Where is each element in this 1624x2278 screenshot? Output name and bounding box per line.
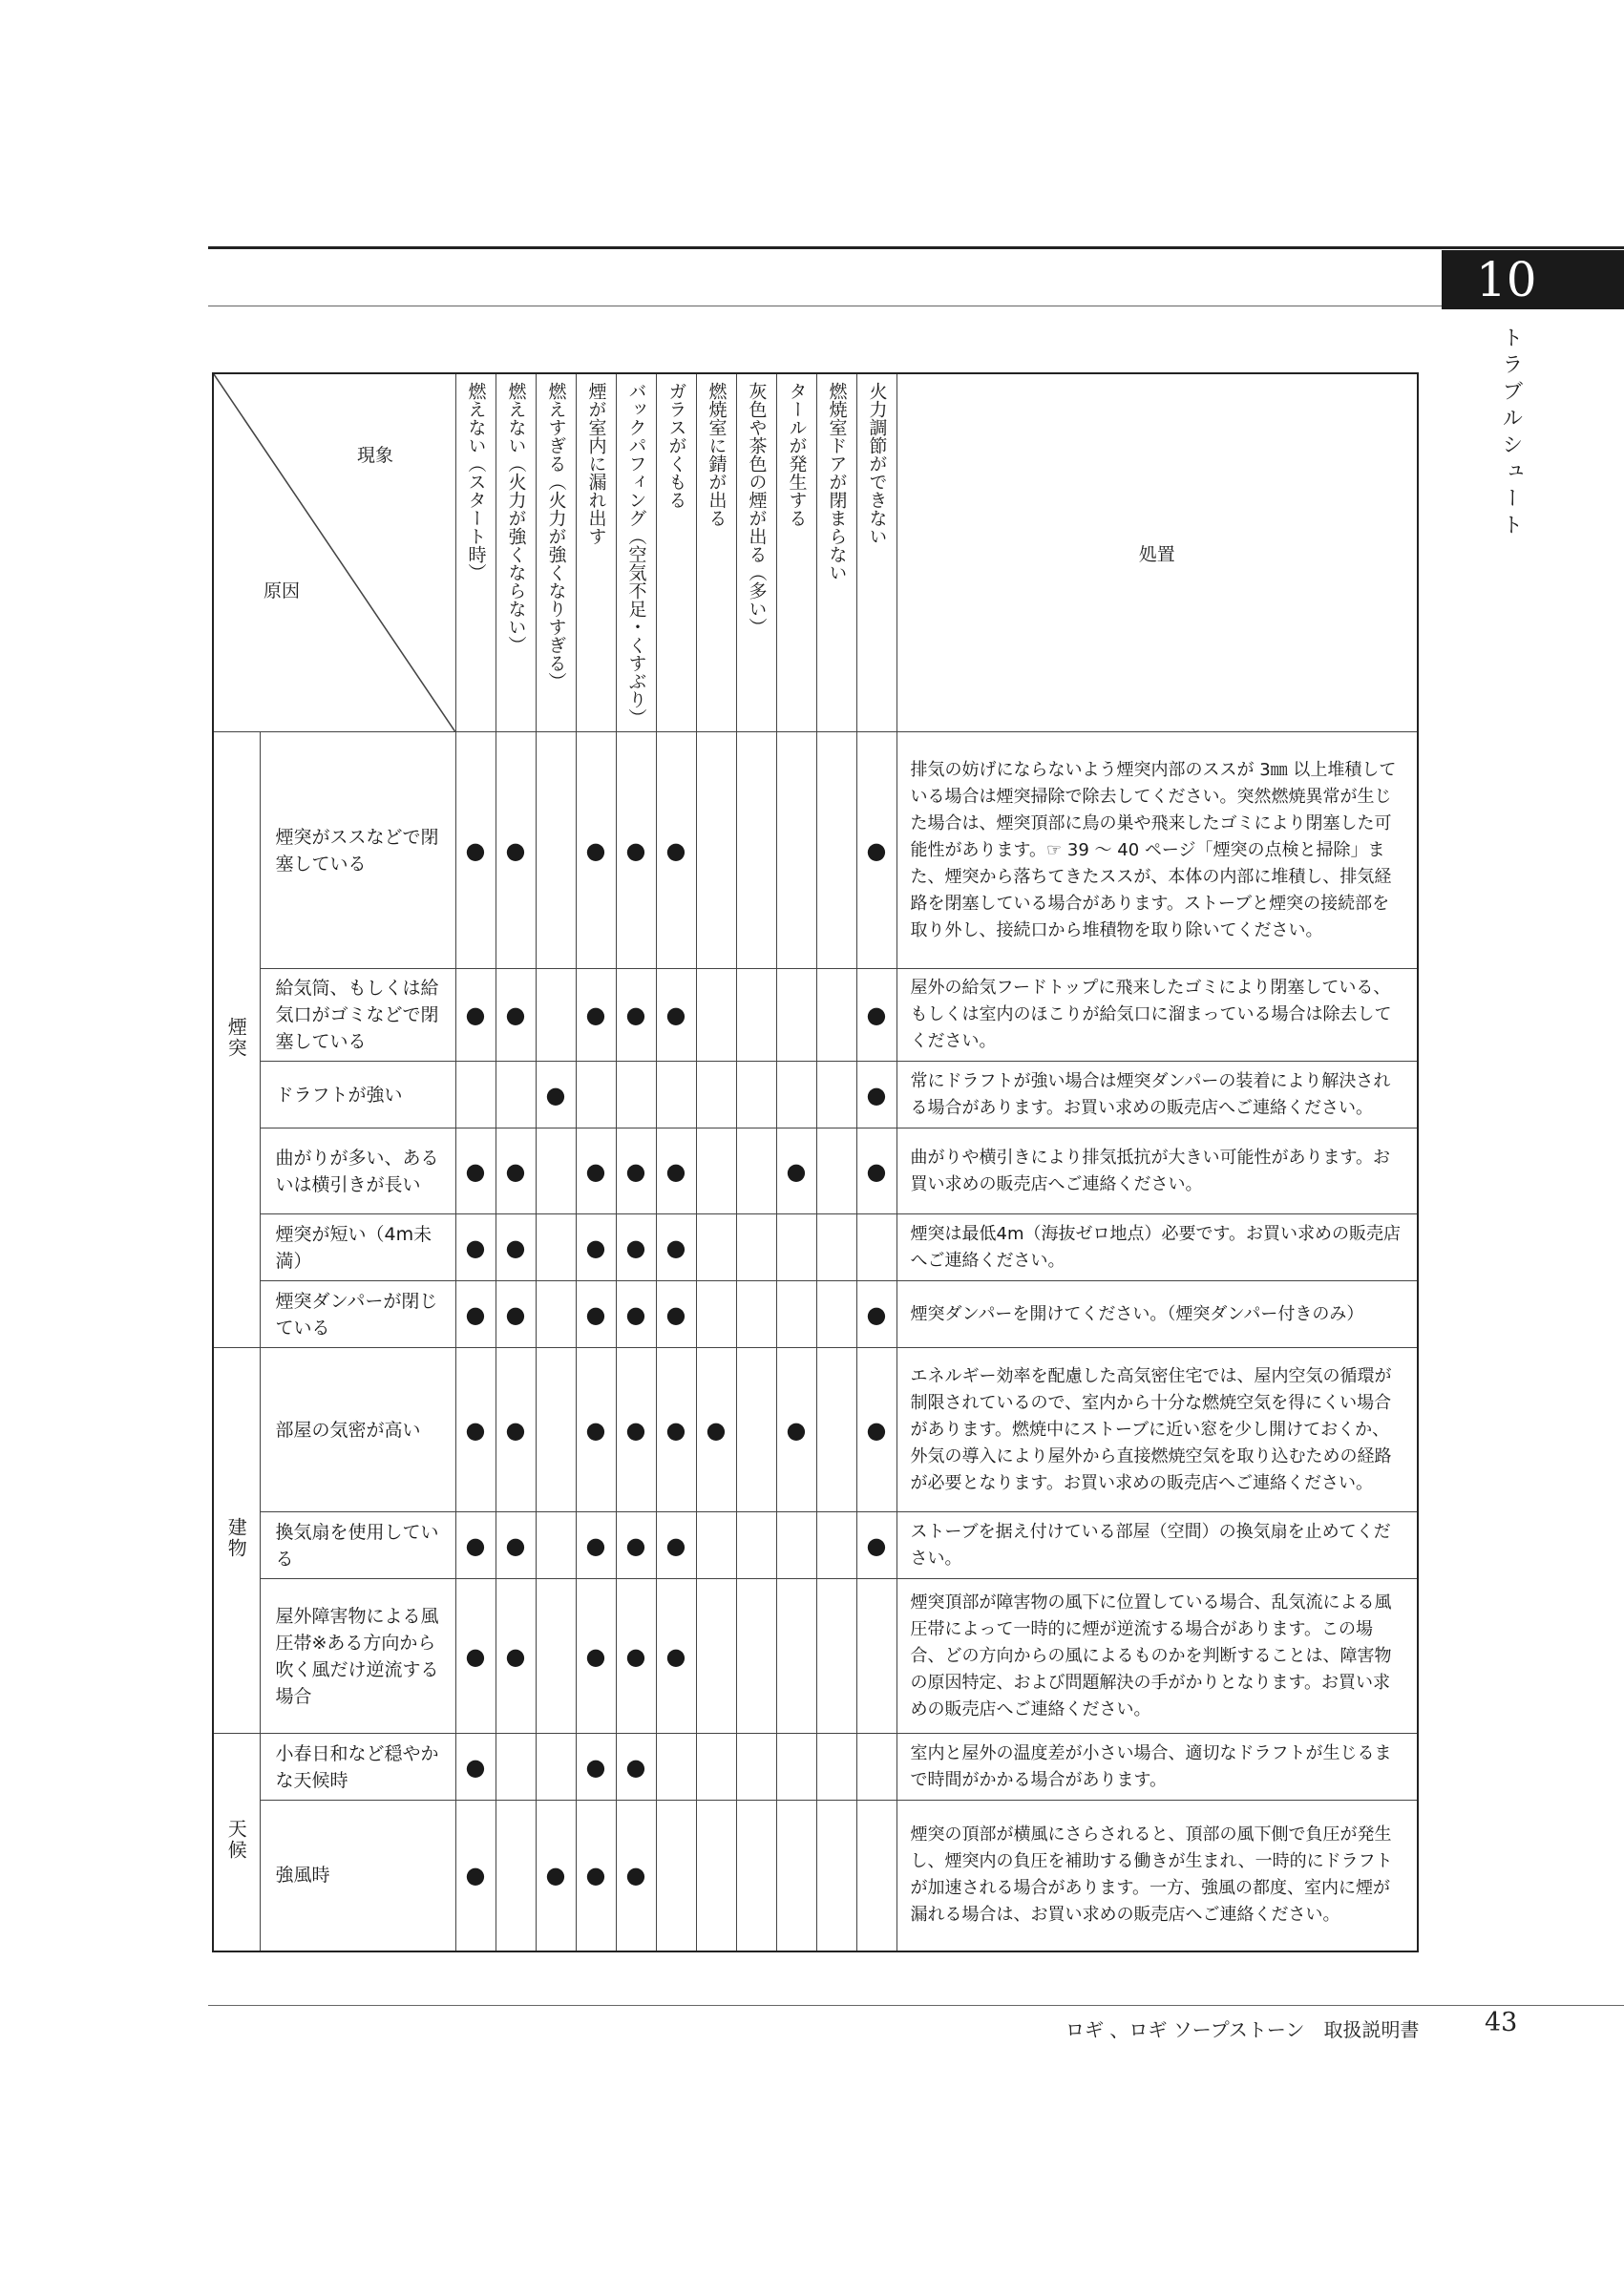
mark-empty (856, 1214, 896, 1281)
symptom-header: 燃焼室ドアが閉まらない (816, 373, 856, 732)
mark-empty (736, 1062, 776, 1128)
cause-cell: 煙突がススなどで閉塞している (260, 732, 455, 969)
mark-empty (696, 1579, 736, 1734)
chapter-number: 10 (1442, 250, 1624, 309)
mark-dot: ● (455, 969, 496, 1062)
mark-dot: ● (656, 1281, 696, 1348)
mark-dot: ● (576, 1801, 616, 1951)
mark-dot: ● (856, 1062, 896, 1128)
symptom-header: 燃えない（火力が強くならない） (496, 373, 536, 732)
table-row (213, 1512, 1418, 1579)
mark-dot: ● (776, 1348, 816, 1512)
mark-empty (816, 1348, 856, 1512)
mark-empty (696, 1062, 736, 1128)
mark-empty (856, 1734, 896, 1801)
phenomenon-label: 現象 (357, 445, 394, 466)
mark-dot: ● (616, 732, 656, 969)
mark-dot: ● (696, 1348, 736, 1512)
mark-empty (496, 1734, 536, 1801)
table-row (213, 1801, 1418, 1951)
symptom-header: タールが発生する (776, 373, 816, 732)
action-cell: 煙突は最低4m（海抜ゼロ地点）必要です。お買い求めの販売店へご連絡ください。 (896, 1214, 1418, 1281)
mark-empty (816, 1214, 856, 1281)
mark-empty (776, 1062, 816, 1128)
mark-dot: ● (455, 1128, 496, 1214)
category-cell: 煙突 (213, 732, 260, 1348)
mark-dot: ● (656, 1579, 696, 1734)
table-row (213, 732, 1418, 969)
mark-empty (696, 1734, 736, 1801)
mark-dot: ● (616, 1128, 656, 1214)
mark-empty (776, 1214, 816, 1281)
diagonal-header-cell (213, 373, 455, 732)
mark-empty (776, 732, 816, 969)
mark-dot: ● (856, 1281, 896, 1348)
mark-dot: ● (455, 1579, 496, 1734)
action-cell: 煙突ダンパーを開けてください。（煙突ダンパー付きのみ） (896, 1281, 1418, 1348)
mark-dot: ● (496, 1579, 536, 1734)
action-cell: 曲がりや横引きにより排気抵抗が大きい可能性があります。お買い求めの販売店へご連絡ください。 (896, 1128, 1418, 1214)
mark-empty (536, 969, 576, 1062)
mark-dot: ● (496, 1214, 536, 1281)
mark-empty (496, 1062, 536, 1128)
mark-empty (736, 732, 776, 969)
cause-cell: 給気筒、もしくは給気口がゴミなどで閉塞している (260, 969, 455, 1062)
symptom-header: バックパフィング（空気不足・くすぶり） (616, 373, 656, 732)
mark-empty (455, 1062, 496, 1128)
mark-empty (536, 1214, 576, 1281)
mark-dot: ● (455, 1512, 496, 1579)
table-row (213, 1348, 1418, 1512)
mark-dot: ● (616, 1801, 656, 1951)
chapter-label: トラブルシュート (1499, 327, 1523, 540)
mark-dot: ● (576, 1281, 616, 1348)
table-row (213, 1734, 1418, 1801)
mark-empty (816, 1579, 856, 1734)
mark-empty (696, 1214, 736, 1281)
mark-dot: ● (656, 969, 696, 1062)
symptom-header: 灰色や茶色の煙が出る（多い） (736, 373, 776, 732)
page-number: 43 (1485, 2008, 1518, 2037)
mark-dot: ● (576, 1214, 616, 1281)
mark-dot: ● (856, 732, 896, 969)
symptom-header: 燃えすぎる（火力が強くなりすぎる） (536, 373, 576, 732)
mark-empty (736, 969, 776, 1062)
mark-dot: ● (496, 1512, 536, 1579)
mark-empty (576, 1062, 616, 1128)
mark-dot: ● (616, 1512, 656, 1579)
mark-dot: ● (536, 1801, 576, 1951)
category-cell: 建物 (213, 1348, 260, 1734)
mark-empty (696, 969, 736, 1062)
mark-dot: ● (455, 1801, 496, 1951)
mark-empty (736, 1348, 776, 1512)
table-row (213, 1214, 1418, 1281)
mark-empty (816, 1801, 856, 1951)
category-cell: 天候 (213, 1734, 260, 1951)
mark-dot: ● (656, 1214, 696, 1281)
action-cell: 煙突頂部が障害物の風下に位置している場合、乱気流による風圧帯によって一時的に煙が逆流する場合があります。この場合、どの方向からの風によるものかを判断することは、障害物の原因特定、および問題解決の手がかりとなります。お買い求めの販売店へご連絡ください。 (896, 1579, 1418, 1734)
mark-dot: ● (455, 1281, 496, 1348)
action-cell: 常にドラフトが強い場合は煙突ダンパーの装着により解決される場合があります。お買い求めの販売店へご連絡ください。 (896, 1062, 1418, 1128)
mark-empty (656, 1062, 696, 1128)
action-cell: 屋外の給気フードトップに飛来したゴミにより閉塞している、もしくは室内のほこりが給気口に溜まっている場合は除去してください。 (896, 969, 1418, 1062)
mark-dot: ● (616, 969, 656, 1062)
mark-empty (656, 1734, 696, 1801)
cause-cell: 強風時 (260, 1801, 455, 1951)
mark-empty (536, 1512, 576, 1579)
mark-empty (736, 1734, 776, 1801)
mark-empty (776, 1801, 816, 1951)
mark-dot: ● (496, 1128, 536, 1214)
symptom-header: 火力調節ができない (856, 373, 896, 732)
mark-dot: ● (576, 1512, 616, 1579)
mark-dot: ● (455, 1214, 496, 1281)
action-cell: エネルギー効率を配慮した高気密住宅では、屋内空気の循環が制限されているので、室内から十分な燃焼空気を得にくい場合があります。燃焼中にストーブに近い窓を少し開けておくか、外気の導入により屋外から直接燃焼空気を取り込むための経路が必要となります。お買い求めの販売店へご連絡ください。 (896, 1348, 1418, 1512)
cause-cell: 部屋の気密が高い (260, 1348, 455, 1512)
table-row (213, 1128, 1418, 1214)
mark-dot: ● (576, 1348, 616, 1512)
footer-rule (208, 2005, 1624, 2006)
mark-empty (616, 1062, 656, 1128)
mark-dot: ● (576, 1128, 616, 1214)
mark-empty (776, 1281, 816, 1348)
mark-dot: ● (656, 1128, 696, 1214)
mark-empty (536, 1348, 576, 1512)
mark-empty (656, 1801, 696, 1951)
symptom-header: ガラスがくもる (656, 373, 696, 732)
cause-cell: ドラフトが強い (260, 1062, 455, 1128)
table-row (213, 969, 1418, 1062)
mark-empty (776, 969, 816, 1062)
mark-dot: ● (576, 969, 616, 1062)
mark-empty (536, 1128, 576, 1214)
mark-dot: ● (496, 969, 536, 1062)
mark-dot: ● (656, 1512, 696, 1579)
mark-dot: ● (616, 1348, 656, 1512)
diagonal-line (214, 374, 455, 731)
mark-dot: ● (656, 732, 696, 969)
mark-dot: ● (576, 1734, 616, 1801)
mark-empty (816, 969, 856, 1062)
cause-label: 原因 (264, 580, 301, 601)
mark-empty (816, 1128, 856, 1214)
mark-empty (736, 1281, 776, 1348)
mark-empty (536, 1281, 576, 1348)
cause-cell: 屋外障害物による風圧帯※ある方向から吹く風だけ逆流する場合 (260, 1579, 455, 1734)
action-header: 処置 (896, 373, 1418, 732)
mark-empty (816, 1734, 856, 1801)
mark-empty (816, 1512, 856, 1579)
cause-cell: 煙突ダンパーが閉じている (260, 1281, 455, 1348)
mark-dot: ● (536, 1062, 576, 1128)
mark-empty (736, 1128, 776, 1214)
symptom-header: 燃えない（スタート時） (455, 373, 496, 732)
header-rule (208, 246, 1624, 249)
mark-dot: ● (616, 1579, 656, 1734)
mark-dot: ● (576, 732, 616, 969)
mark-dot: ● (616, 1734, 656, 1801)
mark-empty (776, 1579, 816, 1734)
mark-empty (776, 1734, 816, 1801)
mark-dot: ● (856, 1348, 896, 1512)
mark-empty (816, 732, 856, 969)
cause-cell: 煙突が短い（4m未満） (260, 1214, 455, 1281)
mark-empty (736, 1801, 776, 1951)
mark-dot: ● (455, 1734, 496, 1801)
mark-empty (696, 1801, 736, 1951)
troubleshoot-table (212, 372, 1419, 1952)
footer-title: ロギ 、ロギ ソープストーン 取扱説明書 (1065, 2018, 1420, 2041)
action-cell: 室内と屋外の温度差が小さい場合、適切なドラフトが生じるまで時間がかかる場合があります。 (896, 1734, 1418, 1801)
cause-cell: 小春日和など穏やかな天候時 (260, 1734, 455, 1801)
mark-dot: ● (496, 732, 536, 969)
mark-empty (816, 1281, 856, 1348)
mark-dot: ● (616, 1214, 656, 1281)
mark-dot: ● (496, 1281, 536, 1348)
mark-dot: ● (856, 1512, 896, 1579)
mark-empty (856, 1579, 896, 1734)
mark-empty (816, 1062, 856, 1128)
mark-dot: ● (856, 1128, 896, 1214)
mark-empty (536, 1734, 576, 1801)
mark-empty (536, 732, 576, 969)
mark-dot: ● (656, 1348, 696, 1512)
cause-cell: 換気扇を使用している (260, 1512, 455, 1579)
mark-empty (496, 1801, 536, 1951)
mark-empty (736, 1579, 776, 1734)
mark-empty (536, 1579, 576, 1734)
action-cell: ストーブを据え付けている部屋（空間）の換気扇を止めてください。 (896, 1512, 1418, 1579)
mark-dot: ● (856, 969, 896, 1062)
mark-empty (696, 732, 736, 969)
mark-empty (856, 1801, 896, 1951)
table-row (213, 1281, 1418, 1348)
symptom-header: 燃焼室に錆が出る (696, 373, 736, 732)
mark-dot: ● (576, 1579, 616, 1734)
table-row (213, 1062, 1418, 1128)
symptom-header: 煙が室内に漏れ出す (576, 373, 616, 732)
mark-empty (776, 1512, 816, 1579)
mark-empty (736, 1214, 776, 1281)
mark-dot: ● (496, 1348, 536, 1512)
mark-dot: ● (776, 1128, 816, 1214)
mark-dot: ● (616, 1281, 656, 1348)
cause-cell: 曲がりが多い、あるいは横引きが長い (260, 1128, 455, 1214)
mark-empty (696, 1512, 736, 1579)
mark-empty (696, 1128, 736, 1214)
mark-dot: ● (455, 1348, 496, 1512)
mark-dot: ● (455, 732, 496, 969)
action-cell: 煙突の頂部が横風にさらされると、頂部の風下側で負圧が発生し、煙突内の負圧を補助する働きが生まれ、一時的にドラフトが加速される場合があります。一方、強風の都度、室内に煙が漏れる場合は、お買い求めの販売店へご連絡ください。 (896, 1801, 1418, 1951)
action-cell: 排気の妨げにならないよう煙突内部のススが 3㎜ 以上堆積している場合は煙突掃除で除去してください。突然燃焼異常が生じた場合は、煙突頂部に鳥の巣や飛来したゴミにより閉塞した可能性があります。☞ 39 ～ 40 ページ「煙突の点検と掃除」また、煙突から落ちてきたススが、本体の内部に堆積し、排気経路を閉塞している場合があります。ストーブと煙突の接続部を取り外し、接続口から堆積物を取り除いてください。 (896, 732, 1418, 969)
mark-empty (736, 1512, 776, 1579)
mark-empty (696, 1281, 736, 1348)
table-row (213, 1579, 1418, 1734)
